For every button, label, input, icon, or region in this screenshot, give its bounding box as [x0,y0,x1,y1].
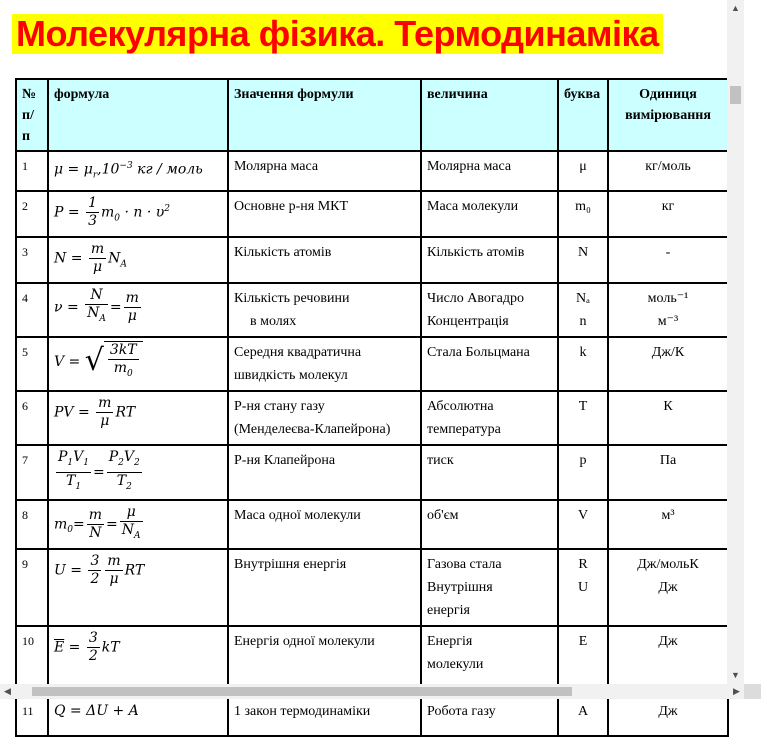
table-row: 5 V = √ $\frac{3kT}{m_0}$ Середня квадратична швидкість молекул Стала Больцмана k Дж/К [16,337,728,391]
formula-cell: U = $\frac{3}{2}$ $\frac{m}{\mu}$ RT [48,549,228,626]
page-title: Молекулярна фізика. Термодинаміка [12,14,663,54]
formula-cell: P = $\frac{1}{3}$ $m_0 \cdot n \cdot \upsilon^2$ [48,191,228,237]
header-number: № п/ п [16,79,48,151]
table-row: 9 U = $\frac{3}{2}$ $\frac{m}{\mu}$ RT Внутрішня енергія Газова стала Внутрішня енергія R U Дж/мольК Дж [16,549,728,626]
formula-cell: PV = $\frac{m}{\mu}$ RT [48,391,228,445]
horizontal-scrollbar[interactable] [0,684,744,699]
table-row: 4 ν = $\frac{N}{N_A}$ = $\frac{m}{\mu}$ Кількість речовини в молях Число Авогадро Концентрація Nₐ n моль⁻¹ м⁻³ [16,283,728,337]
table-row: 7 $\frac{P_1V_1}{T_1}$ = $\frac{P_2V_2}{T_2}$ Р-ня Клапейрона тиск p Па [16,445,728,500]
formula-cell: $\overline{E}$ = $\frac{3}{2}$ kT [48,626,228,696]
formula-cell: $\frac{P_1V_1}{T_1}$ = $\frac{P_2V_2}{T_2}$ [48,445,228,500]
table-row: 2 P = $\frac{1}{3}$ $m_0 \cdot n \cdot \upsilon^2$ Основне р-ня МКТ Маса молекули m₀ кг [16,191,728,237]
table-row: 6 PV = $\frac{m}{\mu}$ RT Р-ня стану газу (Менделеєва-Клапейрона) Абсолютна температура T К [16,391,728,445]
scroll-down-arrow-icon[interactable]: ▼ [731,670,740,680]
vertical-scroll-thumb[interactable] [730,86,741,104]
table-row: 8 $m_0=$ $\frac{m}{N}$ = $\frac{\mu}{N_A}$ Маса одної молекули об'єм V м³ [16,500,728,549]
scroll-right-arrow-icon[interactable]: ▶ [733,686,740,696]
table-row: 11 Q = ΔU + A 1 закон термодинаміки Робота газу A Дж [16,696,728,736]
formula-cell: N = $\frac{m}{\mu}$ $N_A$ [48,237,228,283]
header-quantity: величина [421,79,558,151]
formula-cell: $\mu = \mu_r,10^{-3}$ кг / моль [48,151,228,191]
formula-cell: ν = $\frac{N}{N_A}$ = $\frac{m}{\mu}$ [48,283,228,337]
formula-cell: $m_0=$ $\frac{m}{N}$ = $\frac{\mu}{N_A}$ [48,500,228,549]
header-letter: буква [558,79,608,151]
vertical-scrollbar[interactable] [727,0,744,684]
header-meaning: Значення формули [228,79,421,151]
scroll-up-arrow-icon[interactable]: ▲ [731,3,740,13]
table-row: 10 $\overline{E}$ = $\frac{3}{2}$ kT Енергія одної молекули Енергія молекули E Дж [16,626,728,696]
scroll-left-arrow-icon[interactable]: ◀ [4,686,11,696]
table-header-row [16,79,728,151]
scrollbar-corner [744,684,761,699]
formula-cell: V = √ $\frac{3kT}{m_0}$ [48,337,228,391]
formula-cell: Q = ΔU + A [48,696,228,736]
formula-table [15,78,729,737]
header-unit: Одиниця вимірювання [608,79,728,151]
table-row: 3 N = $\frac{m}{\mu}$ $N_A$ Кількість атомів Кількість атомів N - [16,237,728,283]
header-formula: формула [48,79,228,151]
table-row: 1 $\mu = \mu_r,10^{-3}$ кг / моль Молярна маса Молярна маса μ кг/моль [16,151,728,191]
horizontal-scroll-thumb[interactable] [32,687,572,696]
